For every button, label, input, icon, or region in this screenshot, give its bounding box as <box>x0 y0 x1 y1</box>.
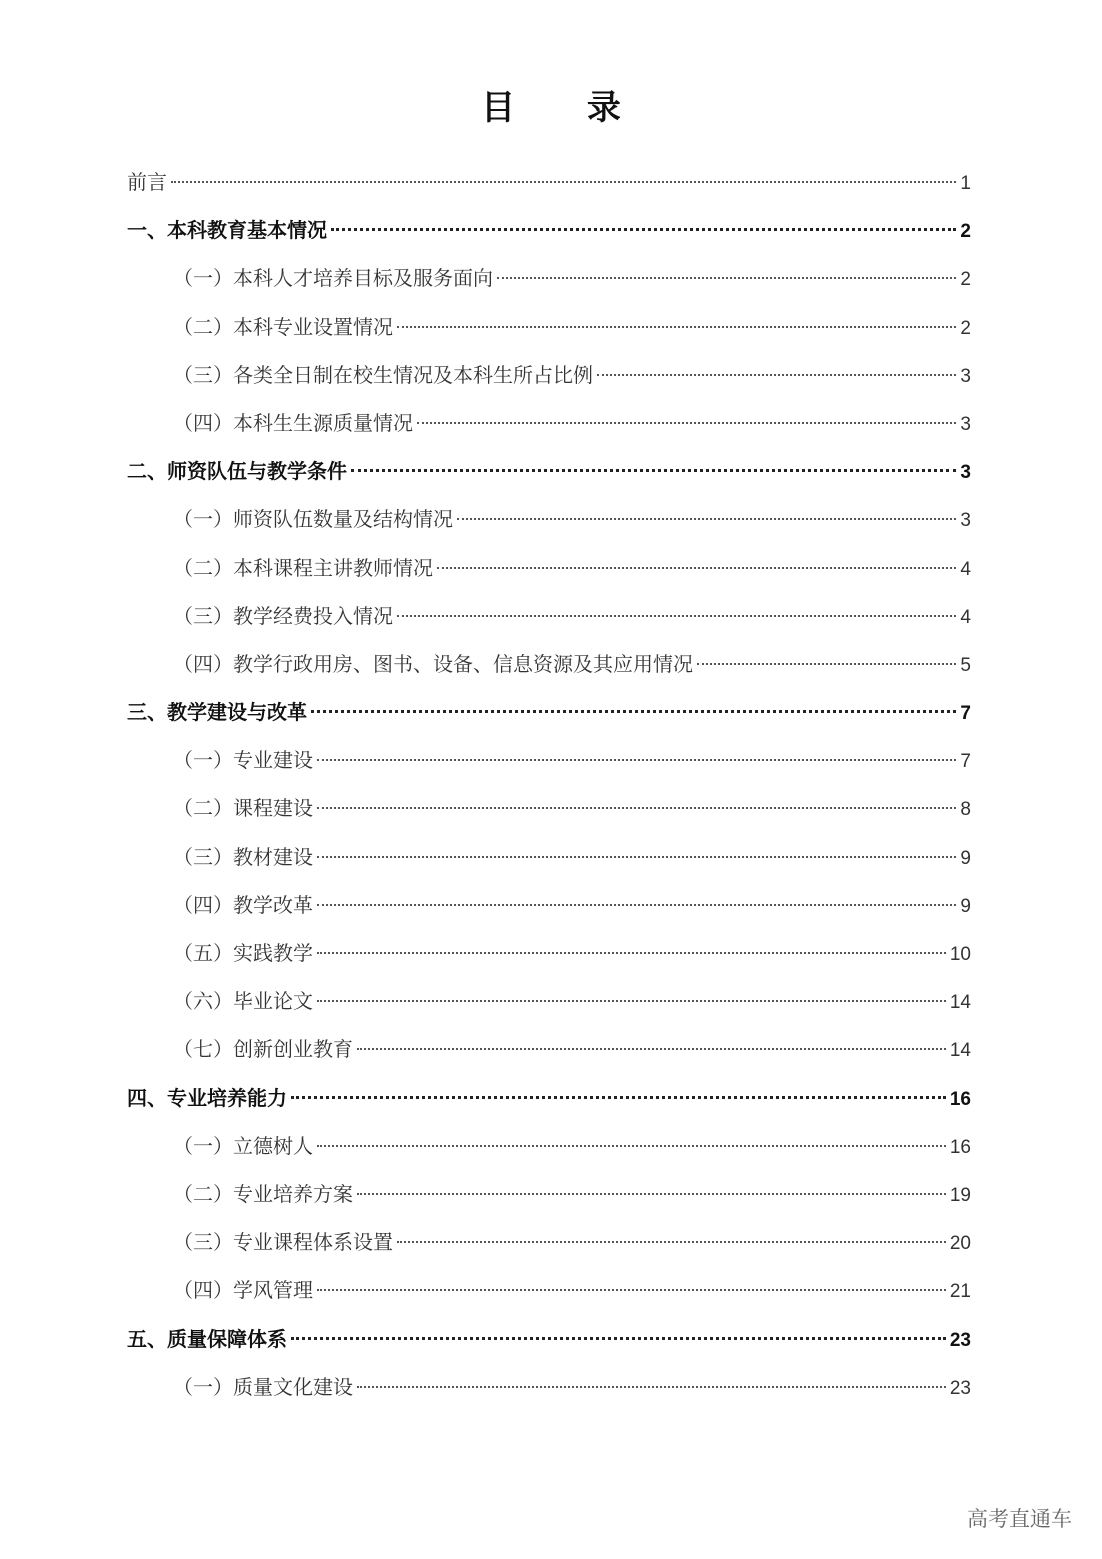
toc-entry-label: （三）教学经费投入情况 <box>173 603 393 628</box>
toc-entry[interactable] <box>127 1025 971 1073</box>
toc-entry-page-number: 21 <box>949 1281 971 1303</box>
toc-entry-page-number: 20 <box>949 1233 971 1255</box>
toc-dot-leader <box>317 1145 946 1147</box>
toc-entry-page-number: 2 <box>960 317 971 339</box>
toc-dot-leader <box>357 1386 946 1388</box>
toc-entry-page-number: 23 <box>949 1329 971 1351</box>
toc-entry-label: （三）各类全日制在校生情况及本科生所占比例 <box>173 362 593 387</box>
toc-entry-page-number: 9 <box>960 847 971 869</box>
toc-dot-leader <box>317 807 956 809</box>
toc-entry-page-number: 8 <box>960 799 971 821</box>
toc-entry[interactable] <box>127 544 971 592</box>
toc-entry[interactable] <box>127 1315 971 1363</box>
toc-entry-page-number: 23 <box>949 1377 971 1399</box>
toc-entry-page-number: 1 <box>960 173 971 194</box>
toc-entry[interactable] <box>127 833 971 881</box>
toc-dot-leader <box>351 469 956 472</box>
toc-dot-leader <box>417 422 956 424</box>
toc-dot-leader <box>357 1193 946 1195</box>
toc-entry-label: 一、本科教育基本情况 <box>127 218 327 243</box>
toc-entry-page-number: 2 <box>960 269 971 291</box>
toc-entry[interactable] <box>127 158 971 206</box>
toc-entry-label: （一）师资队伍数量及结构情况 <box>173 507 453 532</box>
toc-entry[interactable] <box>127 929 971 977</box>
toc-entry-label: （四）学风管理 <box>173 1278 313 1303</box>
toc-dot-leader <box>397 1241 946 1243</box>
toc-entry-page-number: 4 <box>960 558 971 580</box>
toc-dot-leader <box>317 952 946 954</box>
toc-entry[interactable] <box>127 784 971 832</box>
toc-entry-label: （一）专业建设 <box>173 748 313 773</box>
toc-entry[interactable] <box>127 206 971 254</box>
toc-entry[interactable] <box>127 592 971 640</box>
toc-entry[interactable] <box>127 977 971 1025</box>
toc-dot-leader <box>497 277 956 279</box>
toc-entry-label: （七）创新创业教育 <box>173 1037 353 1062</box>
toc-entry[interactable] <box>127 688 971 736</box>
toc-entry-label: （六）毕业论文 <box>173 989 313 1014</box>
toc-entry-page-number: 3 <box>960 365 971 387</box>
toc-entry-page-number: 2 <box>960 221 971 243</box>
toc-entry[interactable] <box>127 1218 971 1266</box>
toc-entry[interactable] <box>127 495 971 543</box>
table-of-contents <box>127 158 971 1411</box>
toc-entry-label: （三）教材建设 <box>173 844 313 869</box>
toc-dot-leader <box>697 663 956 665</box>
toc-entry-page-number: 14 <box>949 992 971 1014</box>
toc-entry-page-number: 19 <box>949 1184 971 1206</box>
toc-dot-leader <box>291 1337 946 1340</box>
toc-entry[interactable] <box>127 254 971 302</box>
toc-dot-leader <box>597 374 956 376</box>
toc-entry-page-number: 16 <box>949 1136 971 1158</box>
toc-entry-page-number: 14 <box>949 1040 971 1062</box>
toc-entry-label: （一）立德树人 <box>173 1133 313 1158</box>
toc-entry[interactable] <box>127 399 971 447</box>
toc-entry-page-number: 3 <box>960 413 971 435</box>
toc-dot-leader <box>397 615 956 617</box>
toc-dot-leader <box>311 710 956 713</box>
toc-entry-label: （二）本科专业设置情况 <box>173 314 393 339</box>
toc-dot-leader <box>317 1289 946 1291</box>
toc-dot-leader <box>317 856 956 858</box>
toc-dot-leader <box>171 181 956 183</box>
toc-entry-label: （二）专业培养方案 <box>173 1181 353 1206</box>
toc-entry-label: （五）实践教学 <box>173 941 313 965</box>
toc-entry[interactable] <box>127 640 971 688</box>
toc-entry[interactable] <box>127 881 971 929</box>
watermark: 高考直通车 <box>967 1507 1072 1531</box>
toc-entry-label: 二、师资队伍与教学条件 <box>127 459 347 484</box>
toc-dot-leader <box>457 518 956 520</box>
toc-entry-page-number: 9 <box>960 895 971 917</box>
toc-dot-leader <box>317 904 956 906</box>
toc-entry-page-number: 3 <box>960 462 971 484</box>
toc-dot-leader <box>317 1000 946 1002</box>
toc-entry-label: （二）本科课程主讲教师情况 <box>173 555 433 580</box>
toc-dot-leader <box>397 326 956 328</box>
toc-dot-leader <box>357 1048 946 1050</box>
toc-entry[interactable] <box>127 736 971 784</box>
toc-dot-leader <box>317 759 956 761</box>
toc-entry-label: （四）教学改革 <box>173 892 313 917</box>
toc-dot-leader <box>331 228 956 231</box>
toc-entry-label: （三）专业课程体系设置 <box>173 1230 393 1255</box>
toc-entry-page-number: 10 <box>949 944 971 965</box>
toc-entry-page-number: 7 <box>960 751 971 773</box>
toc-entry-label: （二）课程建设 <box>173 796 313 821</box>
toc-entry[interactable] <box>127 1074 971 1122</box>
toc-entry[interactable] <box>127 1170 971 1218</box>
toc-entry-page-number: 16 <box>949 1088 971 1110</box>
toc-entry-label: 三、教学建设与改革 <box>127 700 307 725</box>
toc-entry[interactable] <box>127 447 971 495</box>
toc-entry[interactable] <box>127 1122 971 1170</box>
toc-entry-label: （一）本科人才培养目标及服务面向 <box>173 266 493 291</box>
toc-entry-page-number: 4 <box>960 606 971 628</box>
toc-entry-label: （四）教学行政用房、图书、设备、信息资源及其应用情况 <box>173 651 693 676</box>
toc-entry[interactable] <box>127 1363 971 1411</box>
toc-entry[interactable] <box>127 303 971 351</box>
page-title: 目 录 <box>481 88 651 128</box>
toc-entry-label: （一）质量文化建设 <box>173 1374 353 1399</box>
toc-entry-label: （四）本科生生源质量情况 <box>173 410 413 435</box>
toc-entry-label: 四、专业培养能力 <box>127 1085 287 1110</box>
toc-entry[interactable] <box>127 1266 971 1314</box>
toc-entry-label: 前言 <box>127 170 167 194</box>
toc-entry-page-number: 7 <box>960 703 971 725</box>
toc-entry-page-number: 5 <box>960 654 971 676</box>
toc-dot-leader <box>437 567 956 569</box>
toc-entry[interactable] <box>127 351 971 399</box>
toc-dot-leader <box>291 1096 946 1099</box>
toc-entry-page-number: 3 <box>960 510 971 532</box>
toc-entry-label: 五、质量保障体系 <box>127 1326 287 1351</box>
